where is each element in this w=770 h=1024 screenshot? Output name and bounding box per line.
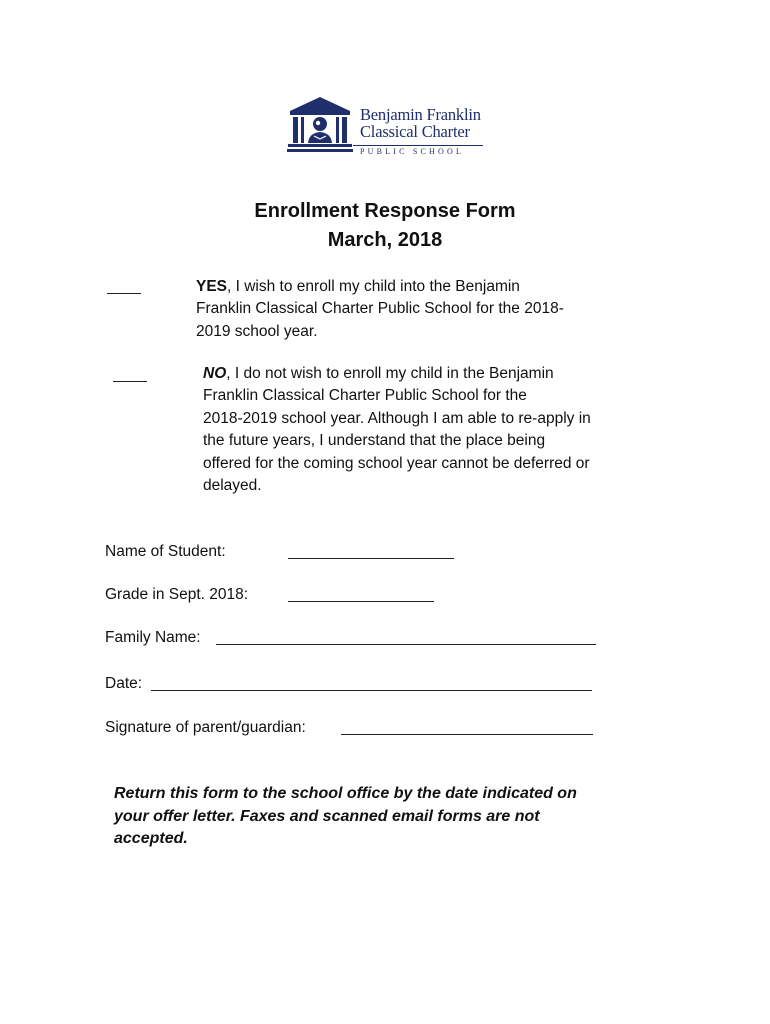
no-line-6: delayed.	[203, 477, 262, 495]
no-option-text	[203, 363, 655, 497]
student-name-label: Name of Student:	[105, 543, 226, 560]
no-line-5: offered for the coming school year cannot be deferred or	[203, 454, 590, 472]
logo-divider	[353, 145, 483, 146]
return-instructions	[114, 783, 654, 851]
family-name-label: Family Name:	[105, 629, 201, 646]
logo-name-line2: Classical Charter	[360, 122, 470, 141]
yes-line-3: 2019 school year.	[196, 322, 318, 340]
notice-line-2: your offer letter. Faxes and scanned email forms are not	[114, 807, 540, 825]
signature-label: Signature of parent/guardian:	[105, 719, 306, 736]
notice-line-3: accepted.	[114, 830, 188, 847]
no-line-4: the future years, I understand that the place being	[203, 432, 546, 450]
grade-field[interactable]	[288, 601, 434, 602]
grade-label: Grade in Sept. 2018:	[105, 586, 249, 603]
notice-line-1: Return this form to the school office by the date indicated on	[114, 785, 577, 802]
form-date-title: March, 2018	[327, 229, 443, 251]
student-name-field[interactable]	[288, 558, 454, 559]
family-name-field[interactable]	[216, 644, 596, 645]
yes-checkmark-blank[interactable]	[107, 293, 141, 294]
no-line-1: NO, I do not wish to enroll my child in the Benjamin	[203, 365, 554, 382]
no-line-2: Franklin Classical Charter Public School for the	[203, 387, 527, 405]
school-building-bust-icon	[287, 95, 353, 155]
yes-line-2: Franklin Classical Charter Public School for the 2018-	[196, 300, 564, 318]
logo-subtitle: PUBLIC SCHOOL	[360, 147, 465, 156]
no-line-3: 2018-2019 school year. Although I am able to re-apply in	[203, 409, 591, 427]
no-checkmark-blank[interactable]	[113, 381, 147, 382]
yes-option-text	[196, 276, 626, 343]
form-title: Enrollment Response Form	[254, 200, 516, 222]
date-field[interactable]	[151, 690, 592, 691]
signature-field[interactable]	[341, 734, 593, 735]
logo-name-line1: Benjamin Franklin	[360, 105, 481, 124]
date-label: Date:	[105, 675, 143, 692]
no-label: NO	[203, 365, 227, 382]
yes-label: YES	[196, 278, 228, 295]
yes-line-1: YES, I wish to enroll my child into the Benjamin	[196, 278, 520, 295]
school-logo	[287, 95, 487, 157]
